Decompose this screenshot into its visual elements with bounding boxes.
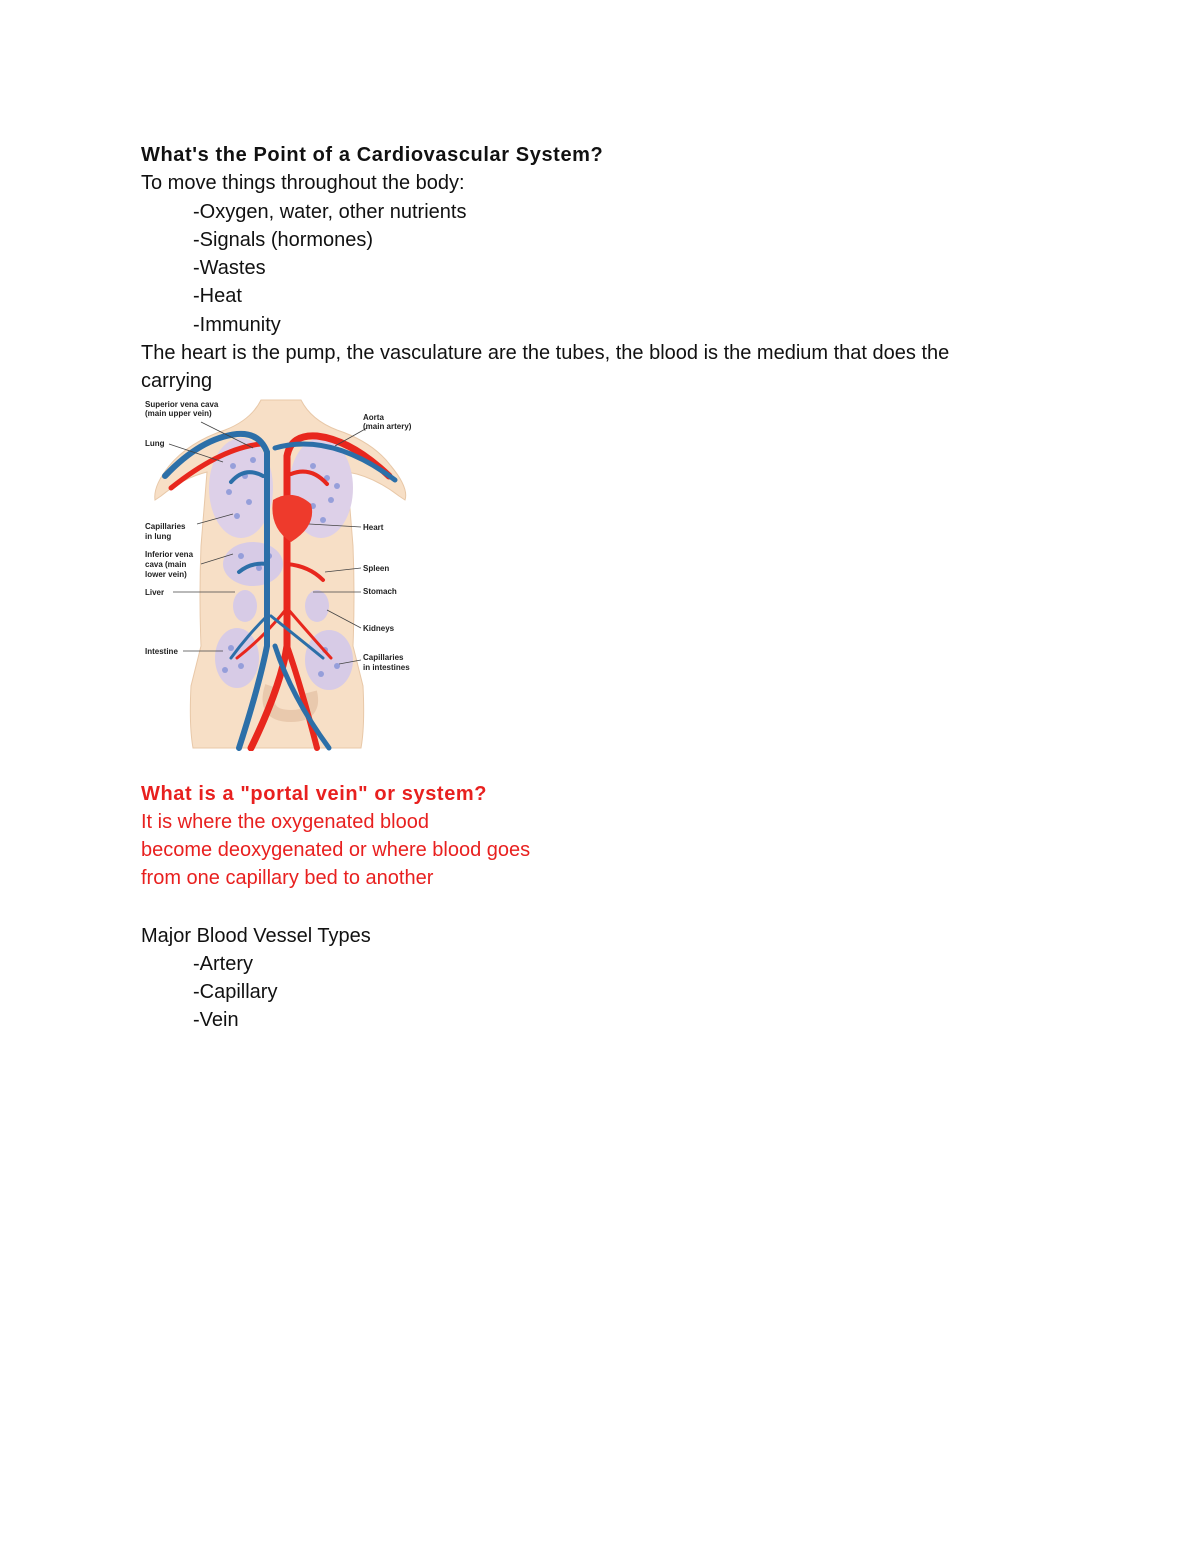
label-aorta: Aorta (363, 413, 384, 422)
label-capillaries-intestines-sub: in intestines (363, 663, 410, 672)
label-inferior-vena-cava-sub2: lower vein) (145, 570, 187, 579)
portal-vein-text-line: become deoxygenated or where blood goes (141, 839, 531, 861)
list-item: -Immunity (193, 314, 281, 336)
intro-text: To move things throughout the body: (141, 172, 465, 194)
right-kidney (305, 590, 329, 622)
label-superior-vena-cava: Superior vena cava (145, 400, 219, 409)
list-item: -Wastes (193, 257, 266, 279)
list-item: -Oxygen, water, other nutrients (193, 201, 467, 223)
list-item: -Artery (193, 953, 253, 975)
section-heading-portal-vein: What is a "portal vein" or system? (141, 783, 488, 805)
summary-text-line-1: The heart is the pump, the vasculature are the tubes, the blood is the medium that does the (141, 342, 950, 364)
summary-text-line-2: carrying (141, 370, 213, 392)
circulatory-system-diagram (141, 396, 431, 751)
label-capillaries-lung-sub: in lung (145, 532, 172, 541)
label-heart: Heart (363, 523, 384, 532)
section-heading-vessel-types: Major Blood Vessel Types (141, 925, 371, 947)
portal-vein-text-line: It is where the oxygenated blood (141, 811, 429, 833)
label-intestine: Intestine (145, 647, 178, 656)
label-aorta-sub: (main artery) (363, 422, 412, 431)
label-spleen: Spleen (363, 564, 390, 573)
list-item: -Heat (193, 285, 242, 307)
label-inferior-vena-cava-sub: cava (main (145, 560, 187, 569)
label-lung: Lung (145, 439, 165, 448)
label-stomach: Stomach (363, 587, 397, 596)
label-liver: Liver (145, 588, 165, 597)
label-capillaries-lung: Capillaries (145, 522, 186, 531)
left-kidney (233, 590, 257, 622)
list-item: -Capillary (193, 981, 278, 1003)
label-superior-vena-cava-sub: (main upper vein) (145, 409, 212, 418)
section-heading-cardiovascular: What's the Point of a Cardiovascular System? (141, 144, 604, 166)
left-lung (209, 438, 273, 538)
list-item: -Signals (hormones) (193, 229, 374, 251)
list-item: -Vein (193, 1009, 239, 1031)
label-capillaries-intestines: Capillaries (363, 653, 404, 662)
label-kidneys: Kidneys (363, 624, 395, 633)
portal-vein-text-line: from one capillary bed to another (141, 867, 434, 889)
label-inferior-vena-cava: Inferior vena (145, 550, 194, 559)
